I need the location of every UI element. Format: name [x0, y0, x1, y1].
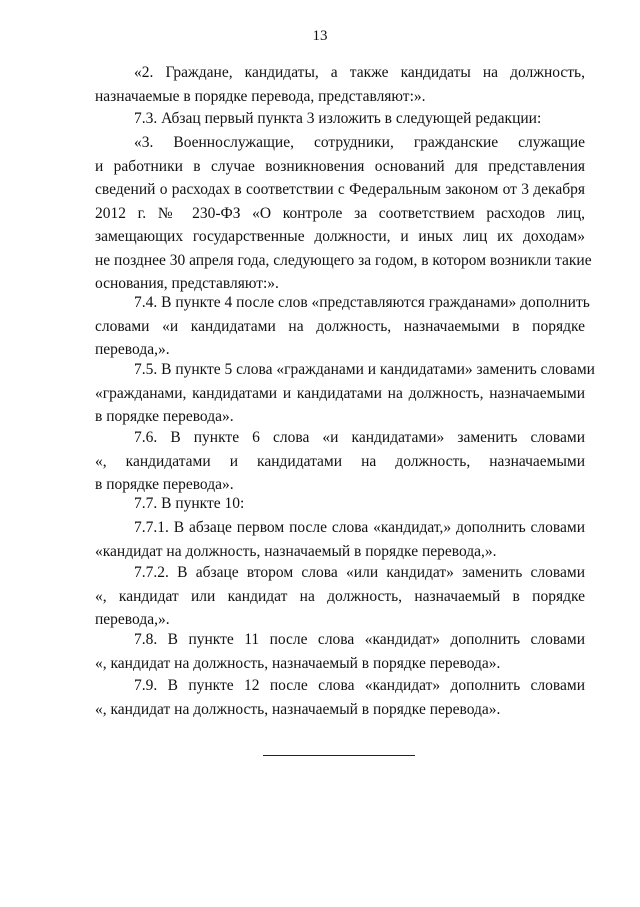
- paragraph: [95, 492, 585, 516]
- text-line: в порядке перевода».: [95, 408, 234, 425]
- text-line: замещающих государственные должности, и иных лиц их доходам»: [95, 228, 585, 245]
- text-line: «2. Граждане, кандидаты, а также кандидаты на должность,: [134, 64, 585, 81]
- text-line: 7.9. В пункте 12 после слова «кандидат» дополнить словами: [134, 677, 585, 694]
- text-line: «, кандидат или кандидат на должность, назначаемый в порядке: [95, 587, 585, 605]
- text-line: 7.7. В пункте 10:: [134, 495, 245, 512]
- paragraph: [95, 516, 585, 563]
- paragraph: [95, 107, 585, 131]
- paragraph: [95, 674, 585, 721]
- text-line: 7.5. В пункте 5 слова «гражданами и кандидатами» заменить словами: [134, 361, 595, 378]
- text-line: 7.3. Абзац первый пункта 3 изложить в следующей редакции:: [134, 110, 542, 127]
- text-line: «3. Военнослужащие, сотрудники, гражданские служащие: [134, 134, 585, 151]
- closing-rule: [263, 755, 415, 756]
- paragraph: [95, 628, 585, 675]
- text-line: назначаемые в порядке перевода, представляют:».: [95, 87, 426, 105]
- paragraph: [95, 291, 590, 362]
- text-line: «, кандидат на должность, назначаемый в порядке перевода».: [95, 700, 501, 718]
- text-line: 7.7.2. В абзаце втором слова «или кандидат» заменить словами: [134, 564, 585, 581]
- text-line: 7.6. В пункте 6 слова «и кандидатами» заменить словами: [134, 429, 585, 446]
- text-line: 7.7.1. В абзаце первом после слова «кандидат,» дополнить словами: [134, 519, 585, 536]
- text-line: «, кандидатами и кандидатами на должность, назначаемыми: [95, 452, 585, 470]
- text-line: 7.8. В пункте 11 после слова «кандидат» дополнить словами: [134, 631, 585, 648]
- paragraph: [95, 61, 585, 108]
- text-line: 2012 г. № 230-ФЗ «О контроле за соответствием расходов лиц,: [95, 204, 585, 222]
- paragraph: [95, 358, 595, 429]
- text-line: перевода,».: [95, 611, 170, 628]
- text-line: и работники в случае возникновения оснований для представления: [95, 157, 585, 175]
- page-number: 13: [312, 28, 328, 44]
- paragraph: [95, 426, 585, 497]
- text-line: «кандидат на должность, назначаемый в порядке перевода,».: [95, 542, 497, 560]
- text-line: перевода,».: [95, 341, 170, 358]
- text-line: словами «и кандидатами на должность, назначаемыми в порядке: [95, 317, 585, 335]
- text-line: основания, представляют:».: [95, 275, 279, 292]
- text-line: «, кандидат на должность, назначаемый в порядке перевода».: [95, 654, 501, 672]
- text-line: не позднее 30 апреля года, следующего за годом, в котором возникли такие: [95, 251, 592, 269]
- text-line: «гражданами, кандидатами и кандидатами на должность, назначаемыми: [95, 384, 585, 402]
- text-line: 7.4. В пункте 4 после слов «представляются гражданами» дополнить: [134, 294, 590, 311]
- paragraph: [95, 561, 585, 632]
- text-line: в порядке перевода».: [95, 476, 234, 493]
- text-line: сведений о расходах в соответствии с Федеральным законом от 3 декабря: [95, 181, 585, 198]
- paragraph: [95, 131, 592, 296]
